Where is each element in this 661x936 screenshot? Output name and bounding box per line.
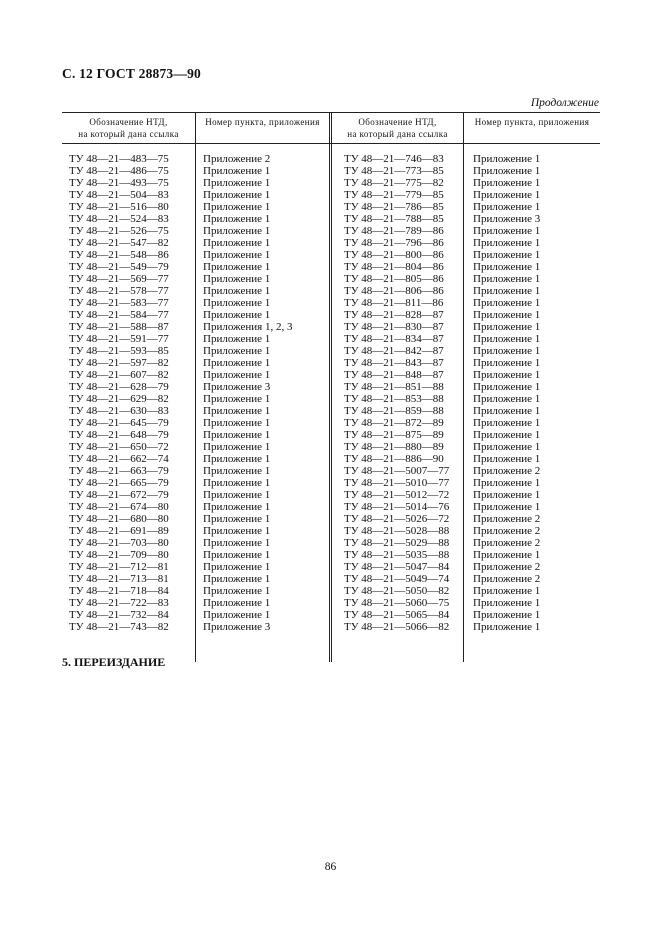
table-cell: ТУ 48—21—804—86 <box>344 261 444 273</box>
table-cell: Приложение 1 <box>473 297 541 309</box>
table-cell: ТУ 48—21—5029—88 <box>344 537 450 549</box>
table-cell: Приложение 1 <box>203 405 271 417</box>
table-cell: ТУ 48—21—648—79 <box>69 429 169 441</box>
table-cell: Приложение 1 <box>203 417 271 429</box>
header-item-left <box>196 116 329 128</box>
page-header: С. 12 ГОСТ 28873—90 <box>62 66 201 81</box>
table-cell: ТУ 48—21—662—74 <box>69 453 169 465</box>
table-cell: ТУ 48—21—680—80 <box>69 513 169 525</box>
table-cell: Приложение 1 <box>203 369 271 381</box>
table-cell: Приложение 1 <box>473 321 541 333</box>
header-item-text: Номер пункта, приложения <box>205 117 320 127</box>
table-cell: ТУ 48—21—843—87 <box>344 357 444 369</box>
table-cell: Приложение 3 <box>203 381 271 393</box>
table-cell: ТУ 48—21—859—88 <box>344 405 444 417</box>
table-cell: Приложение 1 <box>473 393 541 405</box>
table-cell: ТУ 48—21—5026—72 <box>344 513 450 525</box>
table-cell: ТУ 48—21—591—77 <box>69 333 169 345</box>
table-cell: Приложение 1 <box>203 489 271 501</box>
table-cell: Приложение 1 <box>473 489 541 501</box>
table-cell: Приложение 1 <box>203 393 271 405</box>
table-cell: Приложение 1 <box>203 609 271 621</box>
table-cell: Приложение 1 <box>203 345 271 357</box>
table-cell: Приложение 1 <box>203 201 271 213</box>
table-cell: ТУ 48—21—5065—84 <box>344 609 450 621</box>
table-cell: Приложение 1 <box>203 189 271 201</box>
table-cell: Приложение 1 <box>203 177 271 189</box>
column-divider-double <box>329 112 332 662</box>
table-cell: Приложение 1 <box>203 285 271 297</box>
table-cell: ТУ 48—21—5060—75 <box>344 597 450 609</box>
table-cell: ТУ 48—21—875—89 <box>344 429 444 441</box>
table-cell: Приложение 1 <box>473 153 541 165</box>
table-cell: ТУ 48—21—5014—76 <box>344 501 450 513</box>
table-cell: ТУ 48—21—713—81 <box>69 573 169 585</box>
table-cell: ТУ 48—21—524—83 <box>69 213 169 225</box>
table-cell: Приложение 1 <box>473 261 541 273</box>
header-ntd-text: Обозначение НТД, на который дана ссылка <box>347 117 448 139</box>
table-cell: ТУ 48—21—583—77 <box>69 297 169 309</box>
table-cell: Приложение 1 <box>473 417 541 429</box>
table-cell: Приложение 2 <box>473 525 541 537</box>
table-cell: Приложение 1 <box>473 597 541 609</box>
table-cell: Приложение 1 <box>203 585 271 597</box>
header-ntd-text: Обозначение НТД, на который дана ссылка <box>78 117 179 139</box>
table-cell: Приложение 1 <box>473 429 541 441</box>
table-cell: Приложение 1 <box>203 297 271 309</box>
table-cell: ТУ 48—21—746—83 <box>344 153 444 165</box>
table-cell: Приложение 1 <box>203 525 271 537</box>
table-cell: ТУ 48—21—578—77 <box>69 285 169 297</box>
table-cell: ТУ 48—21—848—87 <box>344 369 444 381</box>
table-cell: ТУ 48—21—584—77 <box>69 309 169 321</box>
table-cell: ТУ 48—21—486—75 <box>69 165 169 177</box>
header-item-right <box>464 116 600 128</box>
table-cell: ТУ 48—21—691—89 <box>69 525 169 537</box>
table-cell: ТУ 48—21—5050—82 <box>344 585 450 597</box>
table-cell: Приложение 1 <box>473 189 541 201</box>
table-cell: Приложение 1 <box>473 585 541 597</box>
table-cell: Приложение 1 <box>473 201 541 213</box>
table-cell: ТУ 48—21—593—85 <box>69 345 169 357</box>
table-cell: ТУ 48—21—672—79 <box>69 489 169 501</box>
table-cell: ТУ 48—21—645—79 <box>69 417 169 429</box>
header-item-text: Номер пункта, приложения <box>474 117 590 127</box>
table-cell: Приложение 1 <box>473 501 541 513</box>
table-cell: ТУ 48—21—830—87 <box>344 321 444 333</box>
table-cell: Приложение 1 <box>203 477 271 489</box>
table-cell: ТУ 48—21—5010—77 <box>344 477 450 489</box>
table-cell: ТУ 48—21—5012—72 <box>344 489 450 501</box>
table-cell: Приложение 2 <box>473 537 541 549</box>
table-cell: Приложение 1 <box>203 429 271 441</box>
table-cell: ТУ 48—21—880—89 <box>344 441 444 453</box>
table-cell: Приложение 1 <box>473 381 541 393</box>
table-cell: Приложение 1 <box>473 249 541 261</box>
table-cell: ТУ 48—21—743—82 <box>69 621 169 633</box>
table-cell: Приложение 1 <box>203 261 271 273</box>
table-cell: Приложение 1 <box>203 213 271 225</box>
table-cell: ТУ 48—21—674—80 <box>69 501 169 513</box>
table-cell: ТУ 48—21—851—88 <box>344 381 444 393</box>
table-cell: ТУ 48—21—5035—88 <box>344 549 450 561</box>
table-cell: Приложение 1 <box>473 345 541 357</box>
table-cell: ТУ 48—21—779—85 <box>344 189 444 201</box>
table-cell: ТУ 48—21—805—86 <box>344 273 444 285</box>
table-cell: ТУ 48—21—872—89 <box>344 417 444 429</box>
table-cell: Приложение 1 <box>473 609 541 621</box>
reference-table <box>62 112 600 662</box>
table-cell: ТУ 48—21—786—85 <box>344 201 444 213</box>
table-cell: ТУ 48—21—549—79 <box>69 261 169 273</box>
table-cell: Приложение 1 <box>473 441 541 453</box>
table-cell: Приложение 2 <box>473 573 541 585</box>
table-cell: Приложение 1 <box>203 465 271 477</box>
table-cell: Приложение 1 <box>473 177 541 189</box>
table-cell: ТУ 48—21—773—85 <box>344 165 444 177</box>
header-ntd-left <box>62 116 195 140</box>
table-cell: ТУ 48—21—588—87 <box>69 321 169 333</box>
table-cell: Приложение 1 <box>473 369 541 381</box>
table-cell: ТУ 48—21—703—80 <box>69 537 169 549</box>
table-cell: ТУ 48—21—5007—77 <box>344 465 450 477</box>
table-cell: ТУ 48—21—597—82 <box>69 357 169 369</box>
table-cell: ТУ 48—21—483—75 <box>69 153 169 165</box>
table-cell: Приложение 1 <box>203 537 271 549</box>
table-cell: Приложение 1 <box>203 225 271 237</box>
table-cell: Приложение 1 <box>203 549 271 561</box>
table-cell: Приложение 2 <box>203 153 271 165</box>
table-cell: Приложение 1 <box>203 309 271 321</box>
table-cell: ТУ 48—21—796—86 <box>344 237 444 249</box>
table-cell: Приложение 1 <box>203 513 271 525</box>
table-cell: Приложение 1 <box>473 453 541 465</box>
table-cell: Приложение 1 <box>473 285 541 297</box>
table-cell: Приложения 1, 2, 3 <box>203 321 293 333</box>
table-cell: ТУ 48—21—5066—82 <box>344 621 450 633</box>
table-cell: ТУ 48—21—886—90 <box>344 453 444 465</box>
column-left-item <box>203 153 292 633</box>
table-cell: ТУ 48—21—806—86 <box>344 285 444 297</box>
section-heading: 5. ПЕРЕИЗДАНИЕ <box>62 655 166 669</box>
table-cell: ТУ 48—21—828—87 <box>344 309 444 321</box>
table-cell: Приложение 1 <box>203 573 271 585</box>
table-cell: Приложение 2 <box>473 465 541 477</box>
table-cell: ТУ 48—21—722—83 <box>69 597 169 609</box>
table-cell: ТУ 48—21—788—85 <box>344 213 444 225</box>
table-cell: ТУ 48—21—5028—88 <box>344 525 450 537</box>
table-cell: ТУ 48—21—800—86 <box>344 249 444 261</box>
table-cell: ТУ 48—21—628—79 <box>69 381 169 393</box>
table-cell: Приложение 1 <box>473 225 541 237</box>
table-cell: ТУ 48—21—607—82 <box>69 369 169 381</box>
column-left-ntd <box>69 153 169 633</box>
table-cell: ТУ 48—21—650—72 <box>69 441 169 453</box>
table-cell: Приложение 1 <box>473 273 541 285</box>
table-cell: ТУ 48—21—718—84 <box>69 585 169 597</box>
table-cell: ТУ 48—21—732—84 <box>69 609 169 621</box>
table-cell: Приложение 1 <box>203 597 271 609</box>
table-cell: Приложение 1 <box>203 453 271 465</box>
continuation-label: Продолжение <box>530 97 599 109</box>
table-cell: Приложение 3 <box>203 621 271 633</box>
table-cell: ТУ 48—21—789—86 <box>344 225 444 237</box>
table-cell: ТУ 48—21—775—82 <box>344 177 444 189</box>
table-cell: Приложение 1 <box>473 549 541 561</box>
table-cell: Приложение 1 <box>203 165 271 177</box>
table-cell: Приложение 1 <box>473 357 541 369</box>
table-cell: ТУ 48—21—516—80 <box>69 201 169 213</box>
table-cell: ТУ 48—21—712—81 <box>69 561 169 573</box>
table-cell: Приложение 1 <box>473 333 541 345</box>
table-cell: Приложение 1 <box>473 165 541 177</box>
table-cell: ТУ 48—21—834—87 <box>344 333 444 345</box>
column-divider <box>463 112 464 662</box>
table-cell: ТУ 48—21—709—80 <box>69 549 169 561</box>
table-cell: ТУ 48—21—811—86 <box>344 297 444 309</box>
table-cell: Приложение 1 <box>473 405 541 417</box>
table-cell: ТУ 48—21—5047—84 <box>344 561 450 573</box>
table-cell: Приложение 1 <box>473 477 541 489</box>
column-divider <box>195 112 196 662</box>
table-cell: Приложение 1 <box>473 621 541 633</box>
table-cell: Приложение 1 <box>473 309 541 321</box>
table-cell: Приложение 3 <box>473 213 541 225</box>
table-cell: Приложение 1 <box>203 561 271 573</box>
table-cell: ТУ 48—21—493—75 <box>69 177 169 189</box>
table-cell: ТУ 48—21—504—83 <box>69 189 169 201</box>
page-number: 86 <box>324 861 337 873</box>
table-cell: ТУ 48—21—548—86 <box>69 249 169 261</box>
table-cell: ТУ 48—21—853—88 <box>344 393 444 405</box>
table-cell: Приложение 1 <box>203 273 271 285</box>
table-cell: Приложение 2 <box>473 561 541 573</box>
table-cell: Приложение 1 <box>203 333 271 345</box>
column-right-ntd <box>344 153 449 633</box>
header-ntd-right <box>332 116 463 140</box>
table-cell: Приложение 1 <box>203 237 271 249</box>
table-cell: ТУ 48—21—663—79 <box>69 465 169 477</box>
table-cell: Приложение 1 <box>203 441 271 453</box>
table-cell: ТУ 48—21—630—83 <box>69 405 169 417</box>
column-right-item <box>473 153 540 633</box>
table-cell: ТУ 48—21—547—82 <box>69 237 169 249</box>
table-cell: Приложение 1 <box>203 249 271 261</box>
table-cell: ТУ 48—21—665—79 <box>69 477 169 489</box>
table-cell: ТУ 48—21—629—82 <box>69 393 169 405</box>
table-cell: Приложение 1 <box>473 237 541 249</box>
table-cell: ТУ 48—21—5049—74 <box>344 573 450 585</box>
table-cell: Приложение 1 <box>203 501 271 513</box>
table-cell: ТУ 48—21—569—77 <box>69 273 169 285</box>
table-cell: ТУ 48—21—526—75 <box>69 225 169 237</box>
table-cell: Приложение 1 <box>203 357 271 369</box>
table-cell: ТУ 48—21—842—87 <box>344 345 444 357</box>
table-cell: Приложение 2 <box>473 513 541 525</box>
